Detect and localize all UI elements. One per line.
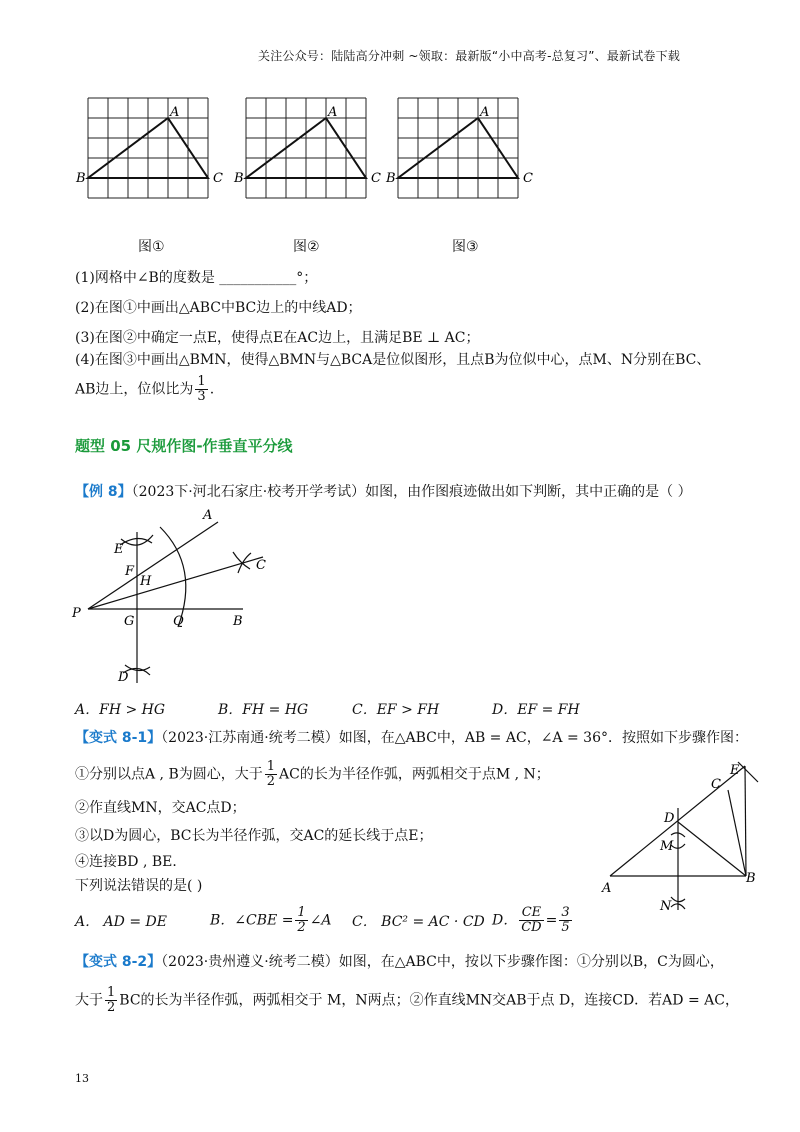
section-title: 题型 05 尺规作图-作垂直平分线 — [75, 437, 293, 455]
label-c-1: C — [213, 171, 223, 186]
question-3: (3)在图②中确定一点E，使得点E在AC边上，且满足BE ⊥ AC； — [75, 330, 480, 346]
label-b-2: B — [234, 171, 244, 186]
v81-step-3: ③以D为圆心，BC长为半径作弧，交AC的延长线于点E； — [75, 828, 433, 844]
ex8-option-a[interactable]: A．FH > HG — [75, 702, 166, 718]
grid-3 — [385, 98, 533, 198]
example-8: 【例 8】（2023下·河北石家庄·校考开学考试）如图，由作图痕迹做出如下判断，其中正确的是（ ） — [75, 484, 692, 500]
q4-ratio: $\frac{1}{3}$ — [197, 374, 206, 404]
caption-fig2: 图② — [293, 239, 320, 255]
variant-8-2: 【变式 8-2】（2023·贵州遵义·统考二模）如图，在△ABC中，按以下步骤作图：①分别以B，C为圆心， — [75, 954, 724, 970]
example-8-figure — [68, 505, 288, 690]
ex8-label-D: D — [118, 670, 129, 685]
example-8-tag: 【例 8】 — [75, 484, 132, 500]
ex8-option-d[interactable]: D．EF = FH — [492, 702, 580, 718]
v81-step-2: ②作直线MN，交AC点D； — [75, 800, 246, 816]
v81-label-M: M — [660, 839, 674, 854]
ex8-label-E: E — [114, 542, 124, 557]
v81-step-1: ①分别以点A , B为圆心，大于 $\frac{1}{2}$ AC的长为半径作弧，两弧相交于点M , N； — [75, 759, 550, 789]
v81-label-N: N — [660, 899, 672, 914]
ex8-label-H: H — [140, 574, 152, 589]
q4-text: AB边上，位似比为 — [75, 381, 194, 398]
v81-label-A: A — [602, 881, 612, 896]
ex8-label-Q: Q — [173, 614, 184, 629]
grid-figures — [70, 90, 550, 220]
grid-1 — [75, 98, 223, 198]
variant-8-1-figure — [598, 760, 778, 920]
caption-fig3: 图③ — [452, 239, 479, 255]
ex8-label-P: P — [72, 606, 81, 621]
label-b-1: B — [76, 171, 86, 186]
variant-8-2-tag: 【变式 8-2】 — [75, 954, 162, 970]
label-a-3: A — [480, 105, 490, 120]
variant-8-1-tag: 【变式 8-1】 — [75, 730, 162, 746]
v81-label-B: B — [746, 871, 756, 886]
ex8-option-b[interactable]: B．FH = HG — [218, 702, 309, 718]
grid-2 — [233, 98, 381, 198]
v81-option-a[interactable]: A． AD = DE — [75, 914, 167, 930]
ex8-label-B: B — [233, 614, 243, 629]
v81-step-4: ④连接BD , BE． — [75, 854, 187, 870]
label-a-2: A — [328, 105, 338, 120]
v81-option-b[interactable]: B．∠CBE = $\frac{1}{2}$ ∠A — [210, 905, 332, 935]
question-4-cont: AB边上，位似比为 $\frac{1}{3}$ . — [75, 374, 215, 404]
v81-label-E: E — [730, 763, 740, 778]
v81-question: 下列说法错误的是( ) — [75, 878, 203, 894]
v81-label-D: D — [664, 811, 675, 826]
variant-8-1: 【变式 8-1】（2023·江苏南通·统考二模）如图，在△ABC中，AB = AC，∠A = 36°．按照如下步骤作图： — [75, 730, 748, 746]
ex8-label-G: G — [124, 614, 135, 629]
page-number: 13 — [75, 1072, 89, 1085]
ex8-label-C: C — [256, 558, 266, 573]
ex8-label-F: F — [125, 564, 135, 579]
v81-half: $\frac{1}{2}$ — [266, 759, 276, 789]
question-2: (2)在图①中画出△ABC中BC边上的中线AD； — [75, 300, 362, 316]
label-b-3: B — [386, 171, 396, 186]
question-4: (4)在图③中画出△BMN，使得△BMN与△BCA是位似图形，且点B为位似中心，点M、N分别在BC、 — [75, 352, 711, 368]
v81-label-C: C — [711, 777, 721, 792]
question-1: (1)网格中∠B的度数是 ___________°； — [75, 270, 318, 286]
page-header: 关注公众号：陆陆高分冲刺 ~领取：最新版“小中高考-总复习”、最新试卷下载 — [258, 49, 681, 63]
label-a-1: A — [170, 105, 180, 120]
v82-line-2: 大于 $\frac{1}{2}$ BC的长为半径作弧，两弧相交于 M，N两点；②作直线MN交AB于点 D，连接CD．若AD = AC， — [75, 985, 739, 1015]
v81-option-c[interactable]: C． BC² = AC · CD — [352, 914, 485, 930]
ex8-option-c[interactable]: C．EF > FH — [352, 702, 440, 718]
label-c-3: C — [523, 171, 533, 186]
label-c-2: C — [371, 171, 381, 186]
caption-fig1: 图① — [138, 239, 165, 255]
v81-option-d[interactable]: D． $\frac{CE}{CD}$ = $\frac{3}{5}$ — [492, 905, 570, 935]
ex8-label-A: A — [203, 508, 213, 523]
